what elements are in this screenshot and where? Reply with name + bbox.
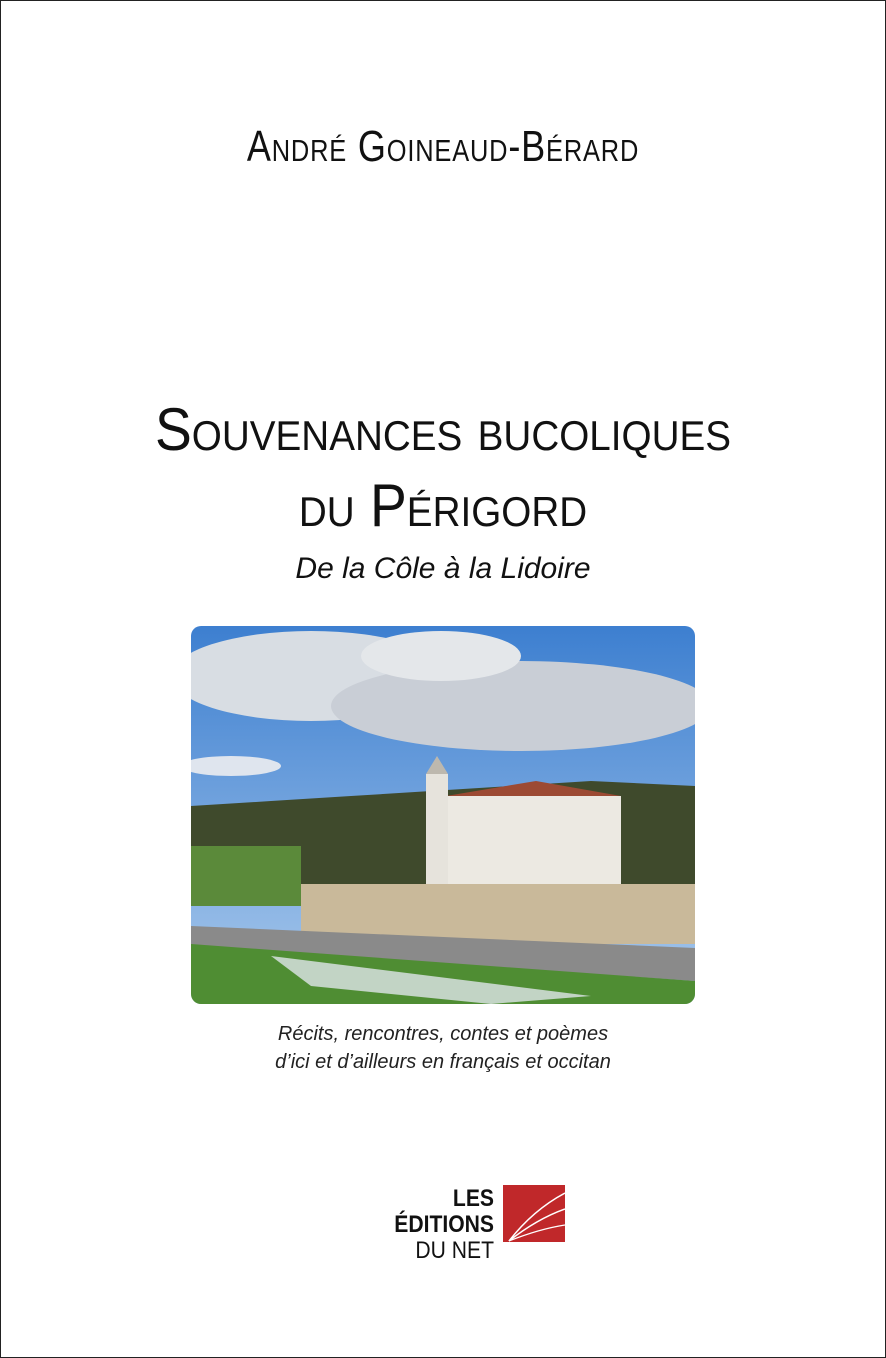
publisher-logo-icon — [503, 1185, 565, 1242]
title-line-1: Souvenances bucoliques — [154, 396, 732, 463]
book-title — [35, 392, 850, 544]
description-line-2: d’ici et d’ailleurs en français et occitan — [275, 1051, 611, 1073]
title-line-2: du Périgord — [298, 472, 588, 539]
publisher-line-2: DU NET — [415, 1237, 494, 1264]
cover-photo-church — [191, 626, 695, 1004]
book-description — [0, 1020, 886, 1076]
publisher-line-1: LES ÉDITIONS — [394, 1185, 494, 1238]
book-subtitle: De la Côle à la Lidoire — [295, 552, 591, 585]
description-line-1: Récits, rencontres, contes et poèmes — [277, 1023, 609, 1045]
author-name: André Goineaud-Bérard — [246, 122, 640, 171]
publisher-name — [330, 1186, 494, 1264]
